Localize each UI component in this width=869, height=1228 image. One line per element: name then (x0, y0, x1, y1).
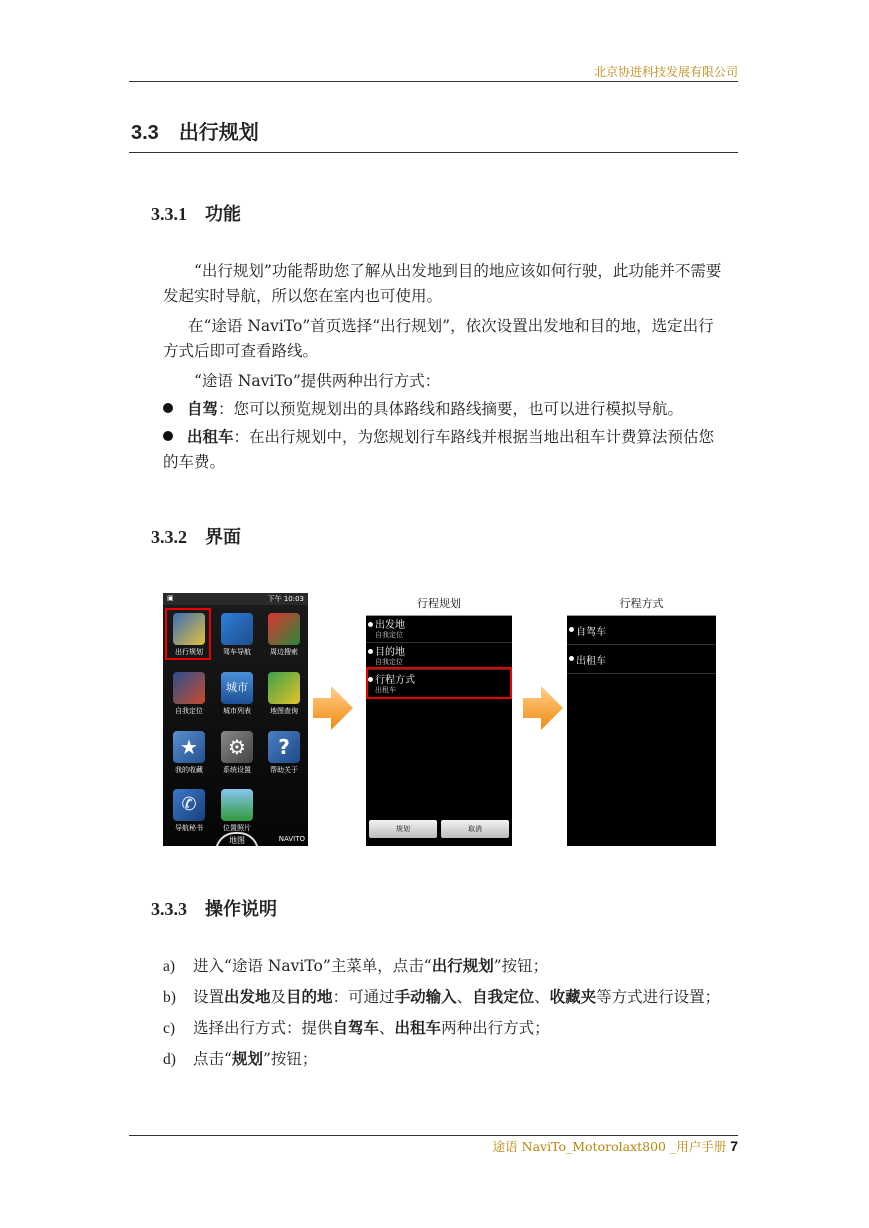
step-text-fragment: 点击“ (193, 1050, 232, 1068)
bullet-icon (368, 622, 373, 627)
star-icon: ★ (173, 731, 205, 763)
phone-icon: ✆ (173, 789, 205, 821)
menu-icon-help[interactable] (260, 731, 308, 775)
menu-icon-map-query[interactable] (260, 672, 308, 716)
page-number: 7 (730, 1138, 738, 1154)
step-text-fragment: ”按钮； (262, 1050, 318, 1068)
header-rule (129, 81, 738, 82)
status-bar (163, 593, 308, 605)
main-menu-screenshot (163, 593, 308, 846)
screen-title: 行程方式 (567, 593, 716, 616)
arrow-right-icon (313, 686, 353, 730)
subsection-heading-operation (151, 895, 277, 921)
step-item (163, 1047, 739, 1072)
icon-label: 自我定位 (175, 707, 203, 715)
icon-label: 城市列表 (223, 707, 251, 715)
function-description (163, 259, 723, 475)
footer-text: 途语 NaviTo_Motorolaxt800 _用户手册 (492, 1139, 727, 1154)
help-icon: ? (268, 731, 300, 763)
subsection-title: 功能 (205, 204, 241, 225)
brand-logo: NAVITO (278, 835, 305, 843)
notification-icon: ▣ (167, 594, 174, 602)
bullet-dot (163, 403, 173, 413)
item-label: 目的地 (375, 647, 405, 658)
step-keyword: 出租车 (394, 1019, 442, 1037)
icon-label: 我的收藏 (175, 766, 203, 774)
icon-label: 周边搜索 (270, 648, 298, 656)
subsection-title: 界面 (205, 527, 241, 548)
menu-icon-favorites[interactable] (165, 731, 213, 775)
step-text-fragment: 、 (379, 1019, 395, 1037)
bullet-text: ：您可以预览规划出的具体路线和路线摘要，也可以进行模拟导航。 (218, 400, 684, 418)
subsection-title: 操作说明 (205, 899, 277, 920)
section-number: 3.3 (131, 122, 159, 144)
status-time: 下午 10:03 (267, 595, 304, 603)
step-keyword: 目的地 (286, 988, 333, 1006)
item-label: 出发地 (375, 620, 405, 631)
menu-icon-drive-nav[interactable] (213, 613, 261, 657)
step-text-fragment: 、 (534, 988, 550, 1006)
step-text-fragment: 、 (456, 988, 473, 1006)
operation-steps (163, 954, 739, 1072)
travel-mode-screenshot (567, 593, 716, 846)
subsection-number: 3.3.2 (151, 527, 187, 547)
subsection-heading-function (151, 200, 241, 226)
step-text (193, 957, 548, 975)
header-company: 北京协进科技发展有限公司 (593, 65, 738, 79)
highlight-box (366, 667, 512, 699)
bullet-icon (368, 649, 373, 654)
arrow-right-icon (523, 686, 563, 730)
bullet-item (163, 397, 723, 422)
highlight-box (165, 608, 211, 660)
step-label: a) (163, 958, 176, 975)
paragraph: “出行规划”功能帮助您了解从出发地到目的地应该如何行驶，此功能并不需要发起实时导航，所以您在室内也可使用。 (163, 262, 722, 305)
item-value: 自我定位 (375, 658, 403, 666)
step-keyword: 手动输入 (394, 988, 457, 1006)
menu-icon-nearby-search[interactable] (260, 613, 308, 657)
self-locate-icon (173, 672, 205, 704)
step-keyword: 收藏夹 (549, 988, 597, 1006)
step-keyword: 出发地 (224, 988, 271, 1006)
footer (493, 1137, 738, 1155)
bullet-term: 自驾 (187, 400, 219, 418)
step-text-fragment: 进入“途语 NaviTo”主菜单，点击“ (193, 957, 432, 975)
item-label: 行程方式 (375, 675, 415, 686)
trip-plan-screenshot (366, 593, 512, 846)
step-text (193, 1050, 317, 1068)
step-label: d) (163, 1051, 176, 1068)
step-label: b) (163, 989, 176, 1006)
step-text-fragment: 设置 (193, 988, 225, 1006)
photo-icon (221, 789, 253, 821)
step-keyword: 自我定位 (472, 988, 535, 1006)
section-rule (129, 152, 738, 153)
cancel-button[interactable]: 取消 (441, 820, 509, 838)
list-item-origin[interactable] (366, 615, 512, 643)
list-item-destination[interactable] (366, 642, 512, 670)
step-text-fragment: 等方式进行设置； (596, 988, 721, 1006)
item-value: 出租车 (375, 686, 396, 694)
step-text-fragment: 及 (270, 988, 287, 1006)
step-item (163, 1016, 739, 1041)
menu-icon-self-locate[interactable] (165, 672, 213, 716)
list-item-taxi[interactable] (567, 645, 716, 674)
subsection-number: 3.3.1 (151, 204, 187, 224)
step-text-fragment: ”按钮； (493, 957, 549, 975)
bullet-term: 出租车 (187, 428, 234, 446)
icon-label: 出行规划 (175, 648, 203, 656)
city-list-icon: 城市 (221, 672, 253, 704)
item-label: 出租车 (576, 656, 606, 667)
step-keyword: 规划 (231, 1050, 263, 1068)
step-text (193, 1019, 550, 1037)
icon-label: 帮助关于 (270, 766, 298, 774)
subsection-number: 3.3.3 (151, 899, 187, 919)
step-keyword: 自驾车 (332, 1019, 380, 1037)
step-item (163, 985, 739, 1010)
subsection-heading-interface (151, 523, 241, 549)
step-text (193, 988, 720, 1006)
section-title: 出行规划 (178, 120, 259, 144)
step-text-fragment: 两种出行方式； (441, 1019, 550, 1037)
footer-rule (129, 1135, 738, 1136)
icon-label: 系统设置 (223, 766, 251, 774)
icon-label: 导航秘书 (175, 824, 203, 832)
map-button[interactable]: 地图 (215, 832, 259, 846)
item-label: 自驾车 (576, 627, 606, 638)
plan-button[interactable]: 规划 (369, 820, 437, 838)
map-query-icon (268, 672, 300, 704)
icon-label: 地图查询 (270, 707, 298, 715)
step-text-fragment: 选择出行方式：提供 (193, 1019, 333, 1037)
icon-label: 驾车导航 (223, 648, 251, 656)
step-label: c) (163, 1020, 176, 1037)
step-item (163, 954, 739, 979)
menu-icon-city-list[interactable] (213, 672, 261, 716)
bullet-dot (163, 431, 173, 441)
menu-icon-nav-secretary[interactable] (165, 789, 213, 833)
bullet-text: ：在出行规划中，为您规划行车路线并根据当地出租车计费算法预估您的车费。 (163, 428, 715, 471)
drive-nav-icon (221, 613, 253, 645)
section-heading (131, 116, 259, 145)
item-value: 自我定位 (375, 631, 403, 639)
list-item-self-drive[interactable] (567, 616, 716, 645)
gear-icon: ⚙ (221, 731, 253, 763)
paragraph: 在“途语 NaviTo”首页选择“出行规划”，依次设置出发地和目的地，选定出行方式后即可查看路线。 (163, 317, 714, 360)
menu-icon-settings[interactable] (213, 731, 261, 775)
bullet-item (163, 425, 723, 475)
bullet-icon (569, 656, 574, 661)
icon-label: 位置照片 (223, 824, 251, 832)
paragraph: “途语 NaviTo”提供两种出行方式： (194, 372, 441, 390)
bullet-icon (569, 627, 574, 632)
menu-icon-location-photo[interactable] (213, 789, 261, 833)
step-keyword: 出行规划 (431, 957, 494, 975)
screen-title: 行程规划 (366, 593, 512, 616)
nearby-search-icon (268, 613, 300, 645)
step-text-fragment: ：可通过 (332, 988, 395, 1006)
